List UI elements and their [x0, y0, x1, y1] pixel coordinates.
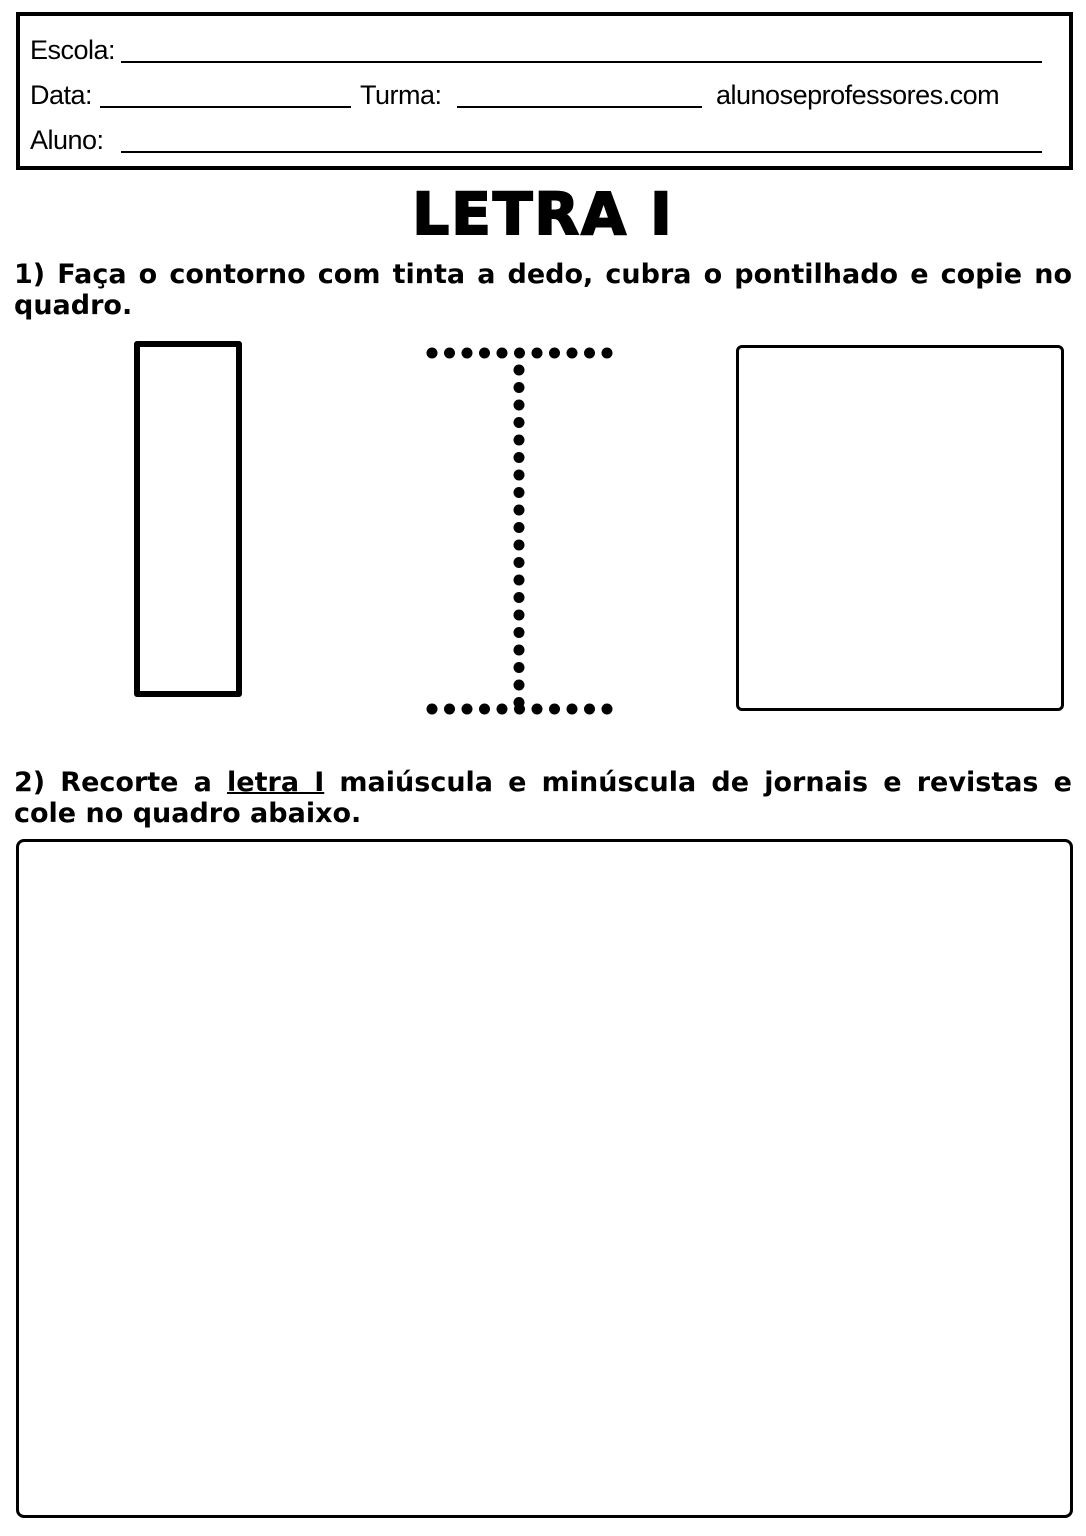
trace-dot: [602, 704, 613, 715]
trace-dot: [514, 627, 525, 638]
trace-dot: [514, 382, 525, 393]
trace-dot: [444, 704, 455, 715]
school-label: Escola:: [30, 35, 116, 65]
trace-dot: [514, 505, 525, 516]
trace-dot: [514, 540, 525, 551]
website-text: alunoseprofessores.com: [716, 80, 1000, 110]
trace-dot: [514, 365, 525, 376]
letter-outline-box: [134, 341, 242, 697]
trace-dot: [549, 348, 560, 359]
trace-dot: [514, 400, 525, 411]
trace-dot: [514, 452, 525, 463]
exercise-2-prefix: 2) Recorte a: [14, 767, 228, 798]
trace-dot: [444, 348, 455, 359]
trace-dot: [567, 704, 578, 715]
trace-dot: [514, 575, 525, 586]
student-label: Aluno:: [30, 125, 104, 155]
trace-dot: [479, 348, 490, 359]
trace-dot: [514, 487, 525, 498]
exercise-2-highlight: letra I: [227, 767, 325, 798]
trace-dot: [497, 348, 508, 359]
trace-dot: [514, 592, 525, 603]
trace-dot: [514, 435, 525, 446]
trace-dot: [584, 348, 595, 359]
exercise-1-instruction: 1) Faça o contorno com tinta a dedo, cubra o pontilhado e copie no quadro.: [14, 259, 1072, 321]
trace-dot: [514, 417, 525, 428]
exercise-2-instruction: [14, 767, 1072, 829]
trace-dot: [514, 645, 525, 656]
trace-dot: [479, 704, 490, 715]
trace-dot: [532, 348, 543, 359]
trace-dot: [514, 557, 525, 568]
trace-dot: [514, 662, 525, 673]
student-field-line[interactable]: [121, 151, 1042, 153]
trace-dot: [514, 522, 525, 533]
trace-dot: [532, 704, 543, 715]
trace-dot: [584, 704, 595, 715]
trace-dot: [602, 348, 613, 359]
trace-dot: [462, 704, 473, 715]
date-field-line[interactable]: [100, 106, 351, 108]
trace-dot: [427, 348, 438, 359]
school-field-line[interactable]: [121, 61, 1042, 63]
trace-dot: [497, 704, 508, 715]
trace-dot: [514, 697, 525, 708]
copy-box[interactable]: [736, 345, 1064, 711]
trace-dot: [427, 704, 438, 715]
paste-box[interactable]: [16, 839, 1073, 1518]
trace-dot: [514, 348, 525, 359]
page-title: LETRA I: [412, 180, 674, 248]
trace-dot: [567, 348, 578, 359]
exercise-2-suffix: maiúscula e minúscula de jornais e revistas e cole no quadro abaixo.: [14, 767, 1072, 829]
date-label: Data:: [30, 80, 93, 110]
trace-dot: [549, 704, 560, 715]
trace-dot: [514, 470, 525, 481]
class-field-line[interactable]: [457, 106, 702, 108]
trace-dot: [514, 610, 525, 621]
dotted-letter-i: [420, 340, 620, 720]
trace-dot: [514, 680, 525, 691]
class-label: Turma:: [360, 80, 442, 110]
trace-dot: [462, 348, 473, 359]
